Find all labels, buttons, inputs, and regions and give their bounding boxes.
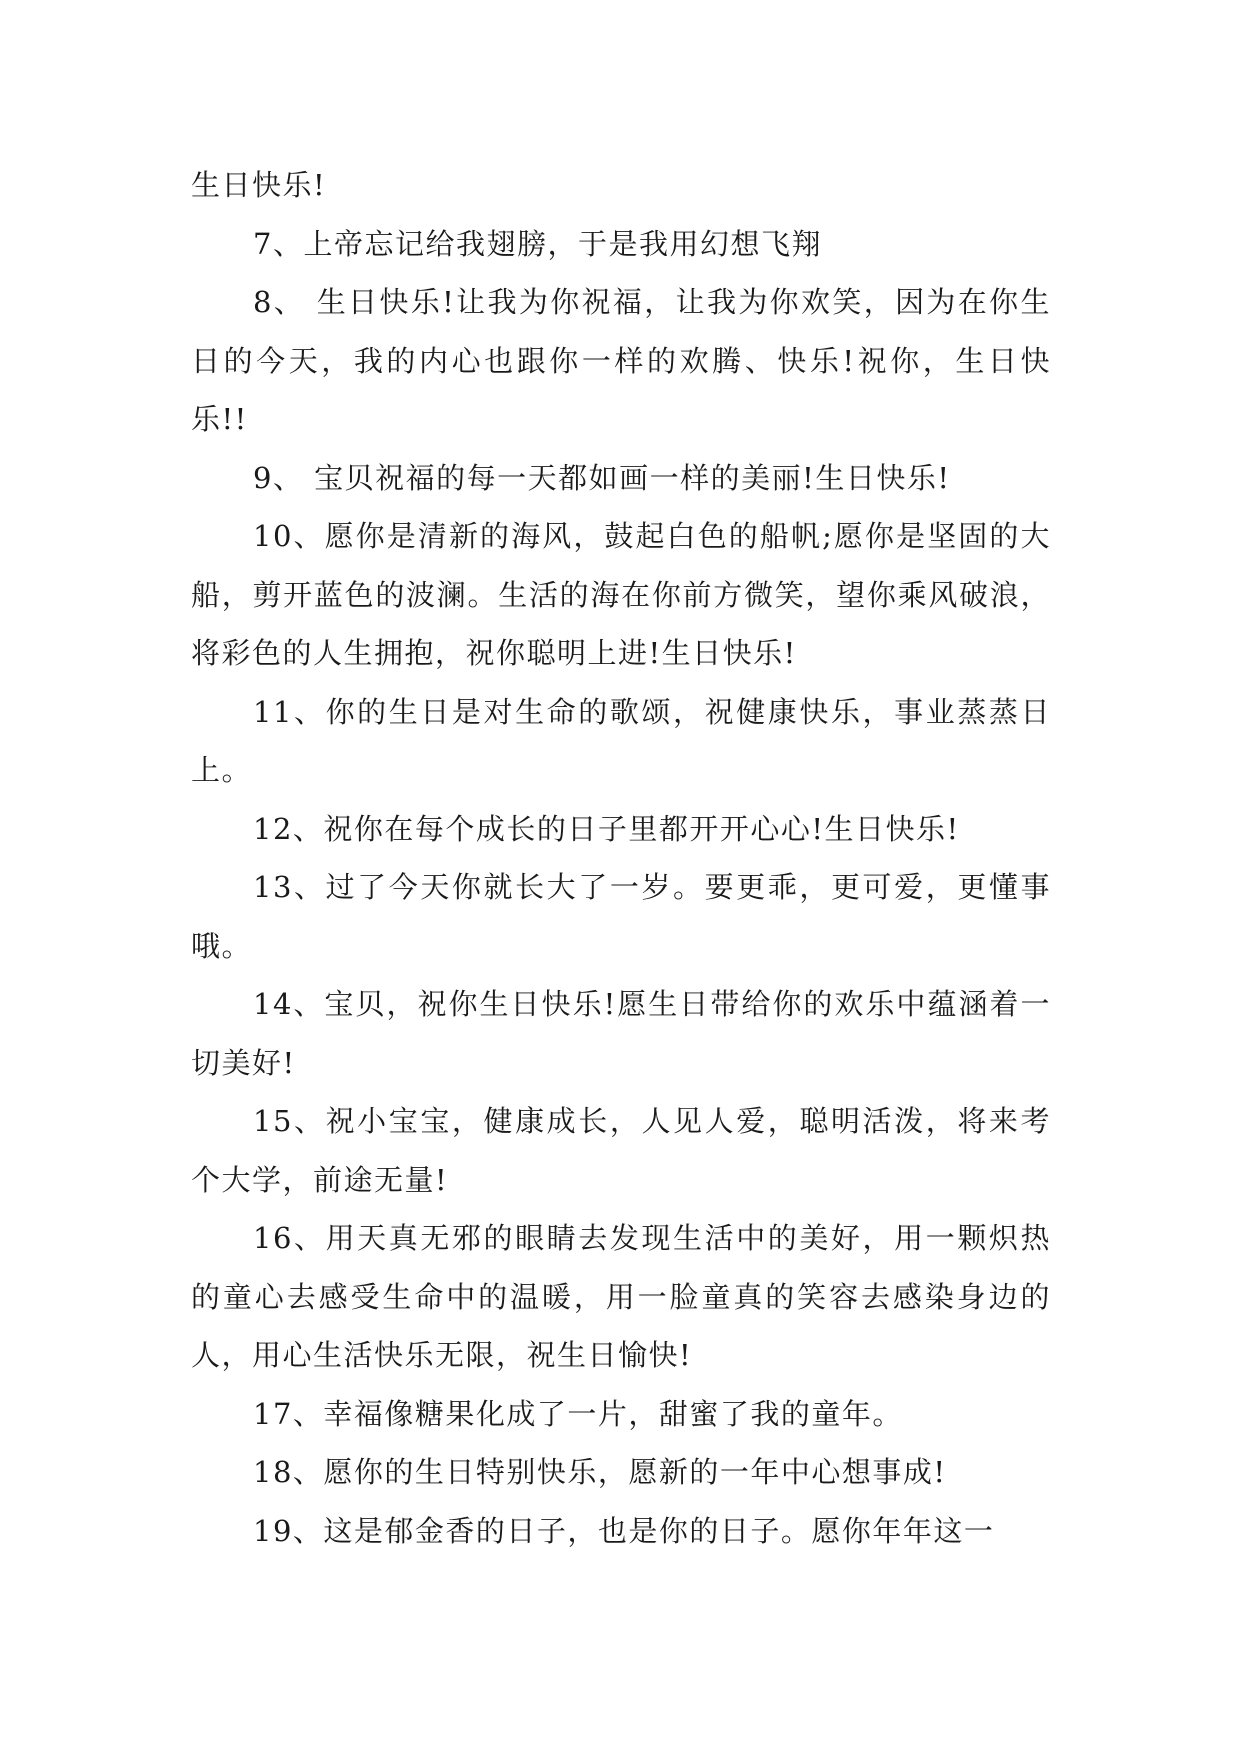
wish-item-16: 16、用天真无邪的眼睛去发现生活中的美好，用一颗炽热的童心去感受生命中的温暖，用一脸童真的笑容去感染身边的人，用心生活快乐无限，祝生日愉快!: [191, 1221, 1051, 1372]
wish-item-12: 12、祝你在每个成长的日子里都开开心心!生日快乐!: [253, 811, 960, 846]
wish-item-15: 15、祝小宝宝，健康成长，人见人爱，聪明活泼，将来考个大学，前途无量!: [191, 1104, 1051, 1197]
paragraph-continuation: 生日快乐!: [191, 168, 327, 202]
wish-item-14: 14、宝贝，祝你生日快乐!愿生日带给你的欢乐中蕴涵着一切美好!: [191, 987, 1051, 1080]
wish-item-19: 19、这是郁金香的日子，也是你的日子。愿你年年这一: [253, 1513, 995, 1548]
wish-item-13: 13、过了今天你就长大了一岁。要更乖，更可爱，更懂事哦。: [191, 870, 1051, 963]
wish-item-9: 9、 宝贝祝福的每一天都如画一样的美丽!生日快乐!: [253, 460, 951, 495]
wish-item-10: 10、愿你是清新的海风，鼓起白色的船帆;愿你是坚固的大船，剪开蓝色的波澜。生活的海在你前方微笑，望你乘风破浪，将彩色的人生拥抱，祝你聪明上进!生日快乐!: [191, 519, 1051, 670]
document-body: [191, 156, 1051, 1560]
wish-item-18: 18、愿你的生日特别快乐，愿新的一年中心想事成!: [253, 1455, 947, 1489]
wish-item-11: 11、你的生日是对生命的歌颂，祝健康快乐，事业蒸蒸日上。: [191, 694, 1051, 787]
wish-item-17: 17、幸福像糖果化成了一片，甜蜜了我的童年。: [253, 1396, 903, 1431]
wish-item-7: 7、上帝忘记给我翅膀，于是我用幻想飞翔: [253, 226, 822, 261]
wish-item-8: 8、 生日快乐!让我为你祝福，让我为你欢笑，因为在你生日的今天，我的内心也跟你一样的欢腾、快乐!祝你，生日快乐!!: [191, 285, 1051, 436]
